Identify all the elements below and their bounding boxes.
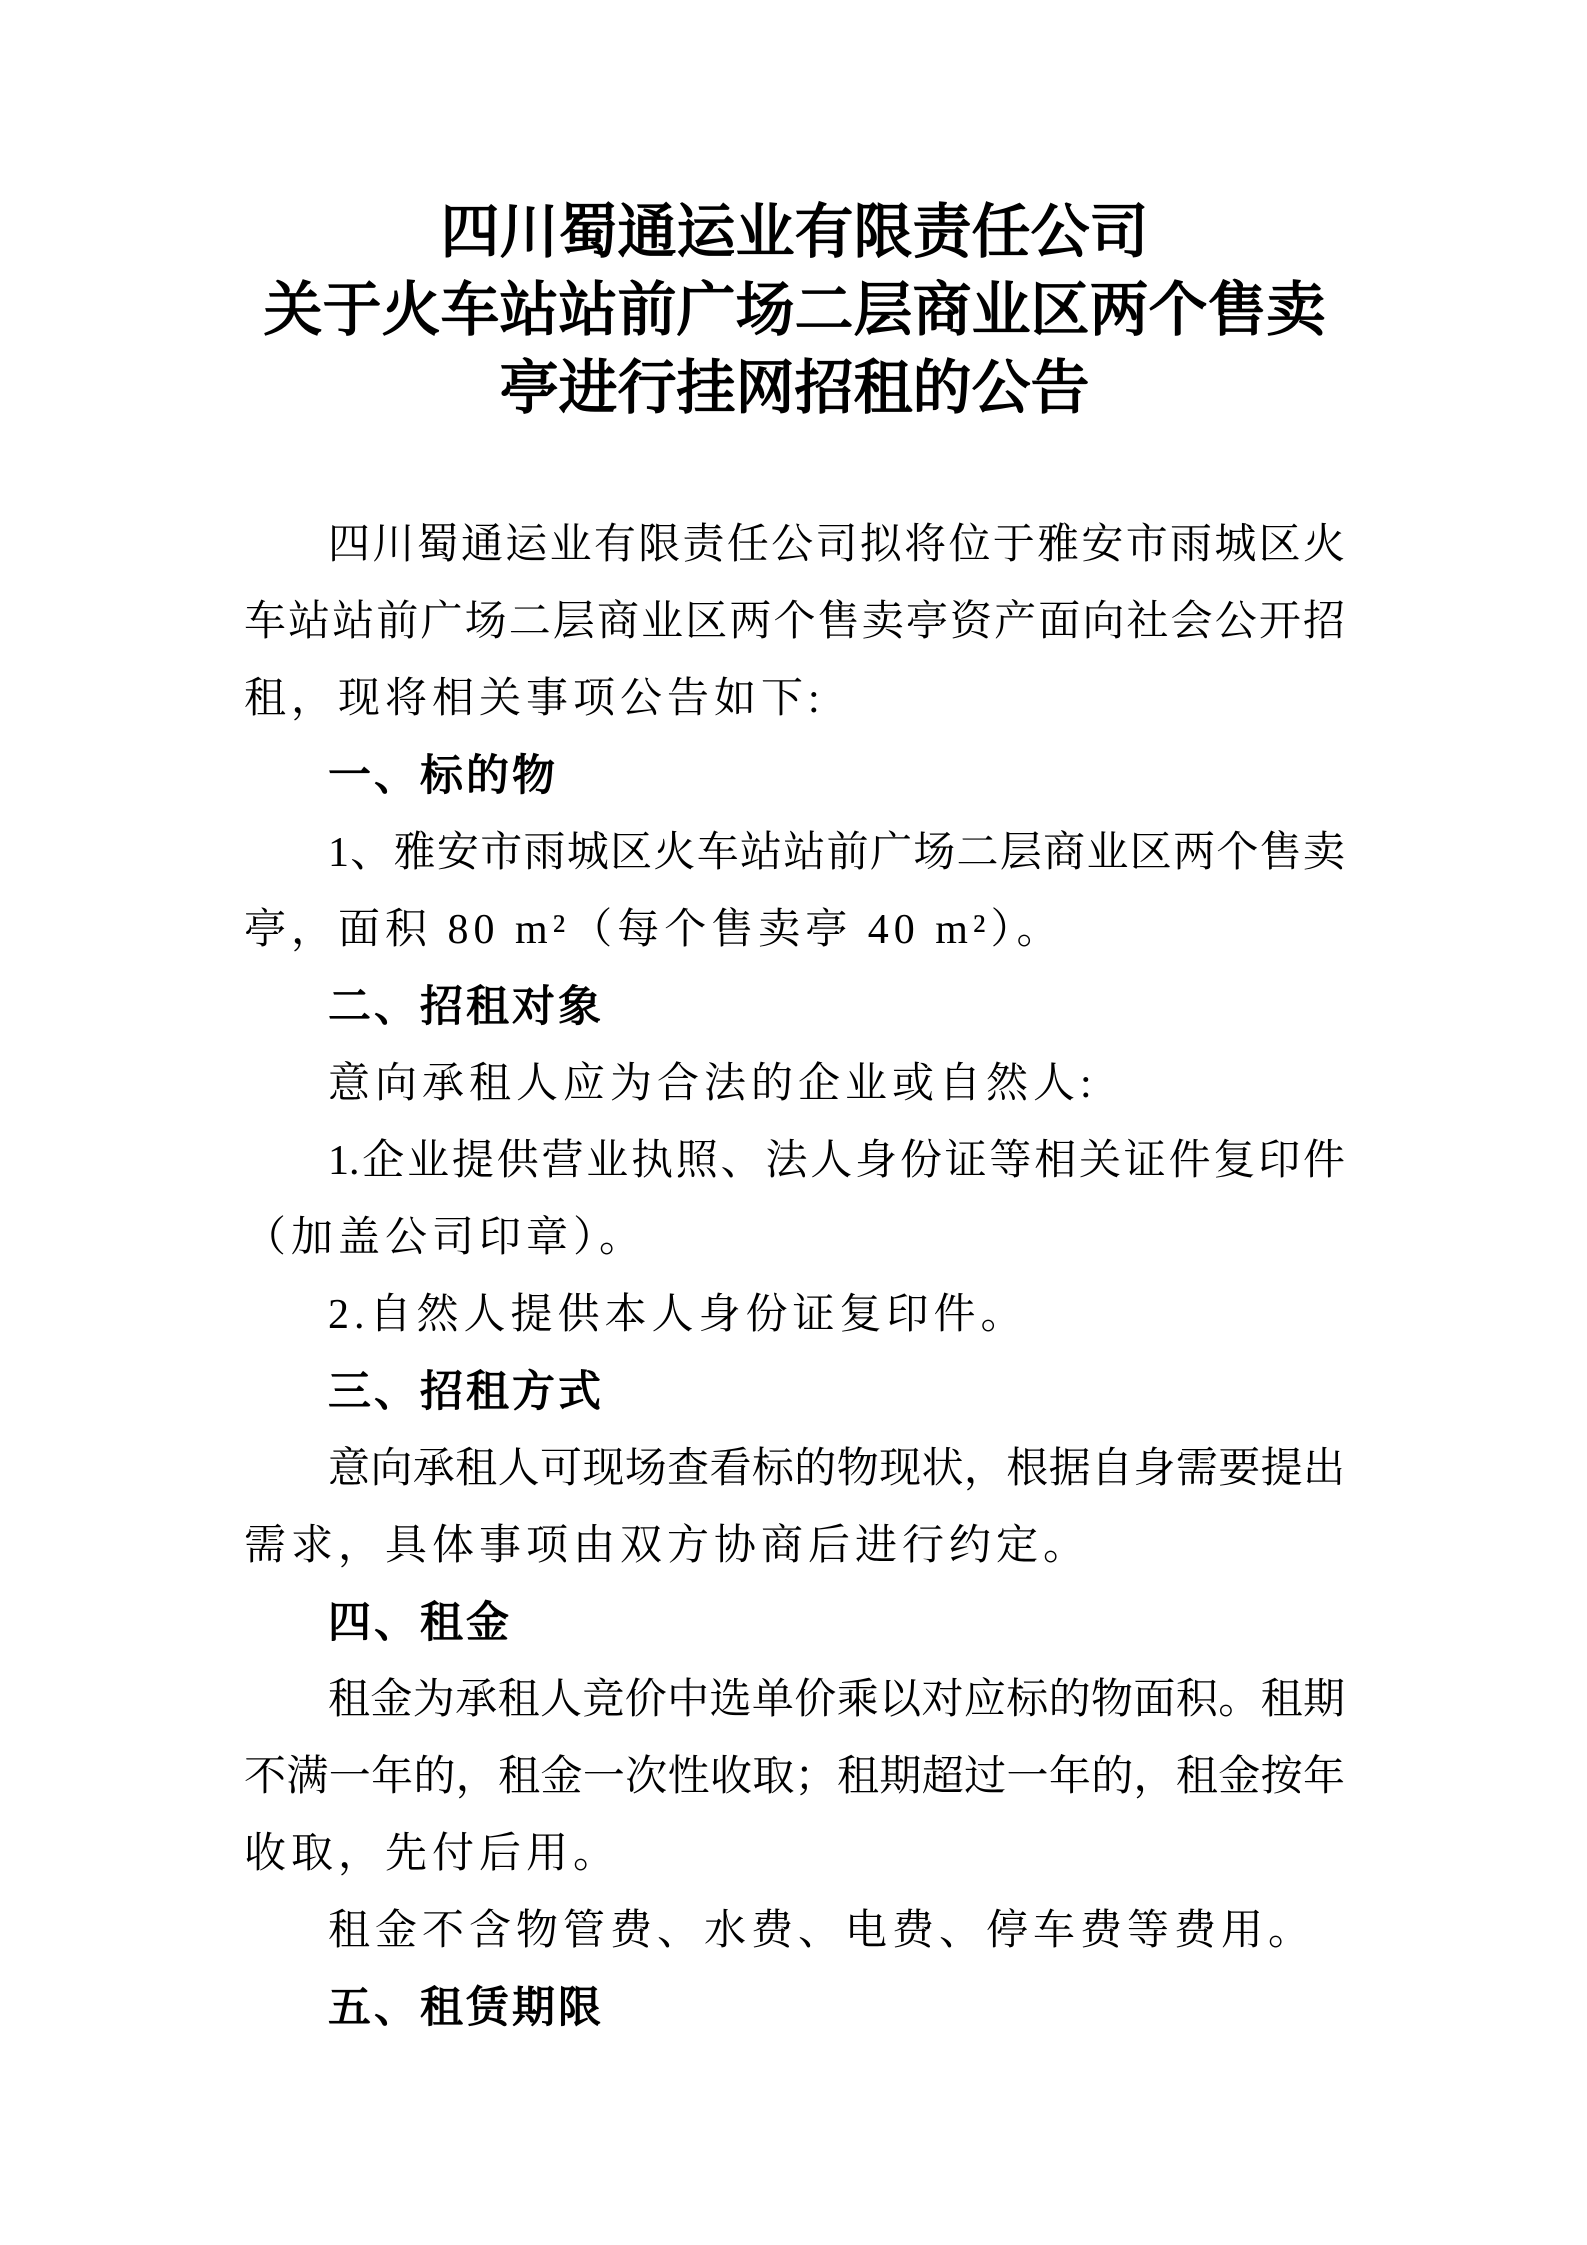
document-line: 四川蜀通运业有限责任公司拟将位于雅安市雨城区火	[328, 522, 1345, 568]
section-heading: 四、租金	[328, 1599, 512, 1647]
section-heading: 二、招租对象	[328, 983, 604, 1031]
document-line: 收取，先付后用。	[244, 1831, 621, 1877]
document-line: 车站站前广场二层商业区两个售卖亭资产面向社会公开招	[244, 599, 1345, 645]
document-line: 租金为承租人竞价中选单价乘以对应标的物面积。租期	[328, 1677, 1345, 1723]
title-line-1: 四川蜀通运业有限责任公司	[440, 199, 1149, 265]
title-line-2: 关于火车站站前广场二层商业区两个售卖	[263, 277, 1326, 343]
document-line: 不满一年的，租金一次性收取；租期超过一年的，租金按年	[244, 1754, 1345, 1800]
section-heading: 一、标的物	[328, 752, 558, 800]
document-line: 1.企业提供营业执照、法人身份证等相关证件复印件	[328, 1138, 1345, 1184]
document-line: 2.自然人提供本人身份证复印件。	[328, 1292, 1028, 1338]
document-line: 需求，具体事项由双方协商后进行约定。	[244, 1523, 1091, 1569]
section-heading: 三、招租方式	[328, 1368, 604, 1416]
document-title	[244, 193, 1345, 427]
document-line: 意向承租人可现场查看标的物现状，根据自身需要提出	[328, 1446, 1345, 1492]
document-line: （加盖公司印章）。	[244, 1215, 647, 1261]
document-line: 1、雅安市雨城区火车站站前广场二层商业区两个售卖	[328, 830, 1345, 876]
document-line: 意向承租人应为合法的企业或自然人:	[328, 1061, 1097, 1107]
section-heading: 五、租赁期限	[328, 1984, 604, 2032]
document-line: 亭，面积 80 m²（每个售卖亭 40 m²）。	[244, 907, 1064, 953]
document-line: 租金不含物管费、水费、电费、停车费等费用。	[328, 1908, 1316, 1954]
document-body	[244, 507, 1345, 2047]
title-line-3: 亭进行挂网招租的公告	[499, 355, 1090, 421]
document-line: 租，现将相关事项公告如下:	[244, 676, 825, 722]
document-text-area	[244, 0, 1345, 2047]
